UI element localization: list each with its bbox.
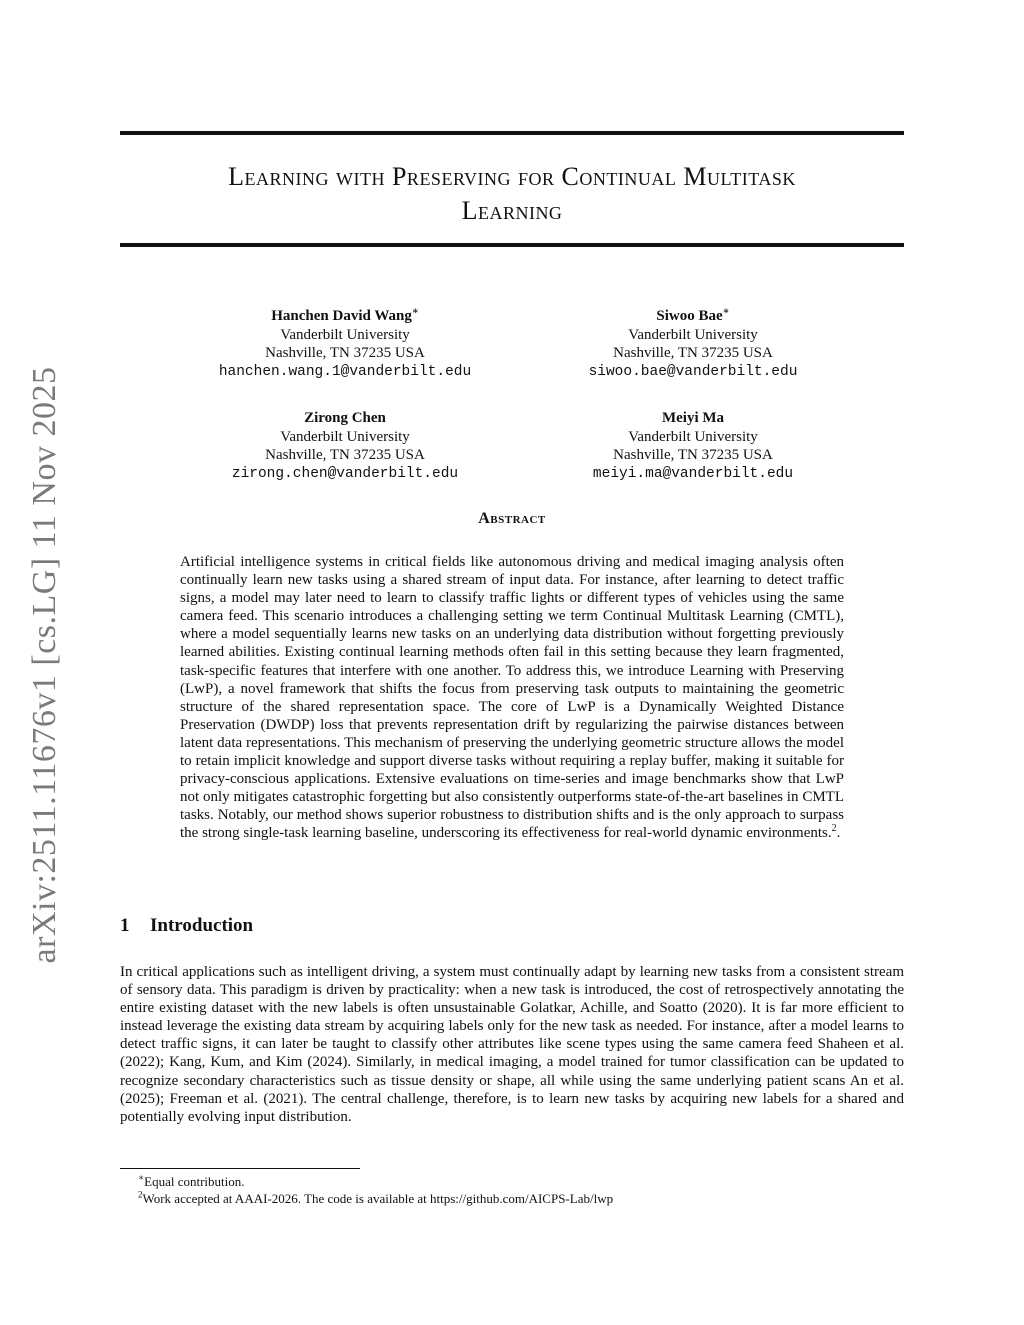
author-footnote-mark: ∗: [411, 306, 419, 317]
author-address: Nashville, TN 37235 USA: [265, 447, 425, 463]
abstract-footnote-mark: 2: [831, 823, 837, 835]
author-affiliation: Vanderbilt University: [280, 326, 410, 343]
abstract-end: .: [836, 825, 841, 842]
author-email: hanchen.wang.1@vanderbilt.edu: [218, 363, 472, 380]
author-affiliation: Vanderbilt University: [280, 428, 410, 445]
author-email: siwoo.bae@vanderbilt.edu: [588, 363, 798, 380]
footnote-mark: 2: [138, 1189, 143, 1200]
author-email: zirong.chen@vanderbilt.edu: [231, 465, 459, 482]
author-address: Nashville, TN 37235 USA: [265, 345, 425, 361]
abstract-body: [180, 553, 844, 843]
paper-title: [120, 160, 904, 228]
author-address: Nashville, TN 37235 USA: [613, 345, 773, 361]
author-address: Nashville, TN 37235 USA: [613, 447, 773, 463]
footnote-text: Equal contribution.: [144, 1174, 245, 1189]
title-rule-bottom: [120, 243, 904, 247]
arxiv-stamp: arXiv:2511.11676v1 [cs.LG] 11 Nov 2025: [26, 366, 63, 964]
author-name: Zirong Chen: [304, 410, 386, 426]
footnotes: [138, 1173, 904, 1207]
author-block: [155, 307, 535, 381]
footnote-mark: ∗: [138, 1172, 145, 1183]
abstract-text: Artificial intelligence systems in critical fields like autonomous driving and medical imaging analysis often continually learn new tasks using a shared stream of input data. For instance, after learning to detect traffic signs, a model may later need to learn to classify traffic lights or different types of vehicles using the same camera feed. This scenario introduces a challenging setting we term Continual Multitask Learning (CMTL), where a model sequentially learns new tasks on an underlying data distribution without forgetting previously learned abilities. Existing continual learning methods often fail in this setting because they learn fragmented, task-specific features that interfere with one another. To address this, we introduce Learning with Preserving (LwP), a novel framework that shifts the focus from preserving task outputs to maintaining the geometric structure of the shared representation space. The core of LwP is a Dynamically Weighted Distance Preservation (DWDP) loss that prevents representation drift by regularizing the pairwise distances between latent data representations. This mechanism of preserving the underlying geometric structure allows the model to retain implicit knowledge and support diverse tasks without requiring a replay buffer, making it suitable for privacy-conscious applications. Extensive evaluations on time-series and image benchmarks show that LwP not only mitigates catastrophic forgetting but also consistently outperforms state-of-the-art baselines in CMTL tasks. Notably, our method shows superior robustness to distribution shifts and is the only approach to surpass the strong single-task learning baseline, underscoring its effectiveness for real-world dynamic environments.: [180, 554, 844, 842]
author-block: [155, 409, 535, 483]
author-affiliation: Vanderbilt University: [628, 428, 758, 445]
paper-title-line-1: Learning with Preserving for Continual Multitask: [228, 162, 796, 191]
author-name: Hanchen David Wang: [271, 308, 412, 324]
author-name: Siwoo Bae: [656, 308, 723, 324]
author-footnote-mark: ∗: [722, 306, 730, 317]
introduction-paragraph: In critical applications such as intelligent driving, a system must continually adapt by learning new tasks from a consistent stream of sensory data. This paradigm is driven by practicality: when a new task is introduced, the cost of retrospectively annotating the entire existing dataset with the new labels is often unsustainable Golatkar, Achille, and Soatto (2020). It is far more efficient to instead leverage the existing data stream by acquiring labels only for the new task as needed. For instance, after a model learns to detect traffic signs, it can later be taught to classify other attributes like scene types using the same camera feed Shaheen et al. (2022); Kang, Kum, and Kim (2024). Similarly, in medical imaging, a model trained for tumor classification can be updated to recognize secondary characteristics such as tissue density or shape, all while using the same underlying patient scans An et al. (2025); Freeman et al. (2021). The central challenge, therefore, is to learn new tasks by acquiring new labels for a shared and potentially evolving input distribution.: [120, 964, 904, 1125]
title-rule-top: [120, 131, 904, 135]
author-block: [503, 409, 883, 483]
section-title: Introduction: [150, 915, 254, 936]
footnote: [138, 1190, 904, 1207]
section-number: 1: [120, 915, 130, 936]
author-email: meiyi.ma@vanderbilt.edu: [592, 465, 794, 482]
footnote-text: Work accepted at AAAI-2026. The code is available at https://github.com/AICPS-Lab/lwp: [142, 1191, 614, 1206]
footnote-rule: [120, 1168, 360, 1169]
author-affiliation: Vanderbilt University: [628, 326, 758, 343]
section-heading-introduction: [120, 915, 253, 937]
footnote: [138, 1173, 904, 1190]
author-block: [503, 307, 883, 381]
paper-title-line-2: Learning: [461, 196, 563, 225]
author-name: Meiyi Ma: [661, 410, 725, 426]
abstract-heading: Abstract: [478, 510, 546, 527]
